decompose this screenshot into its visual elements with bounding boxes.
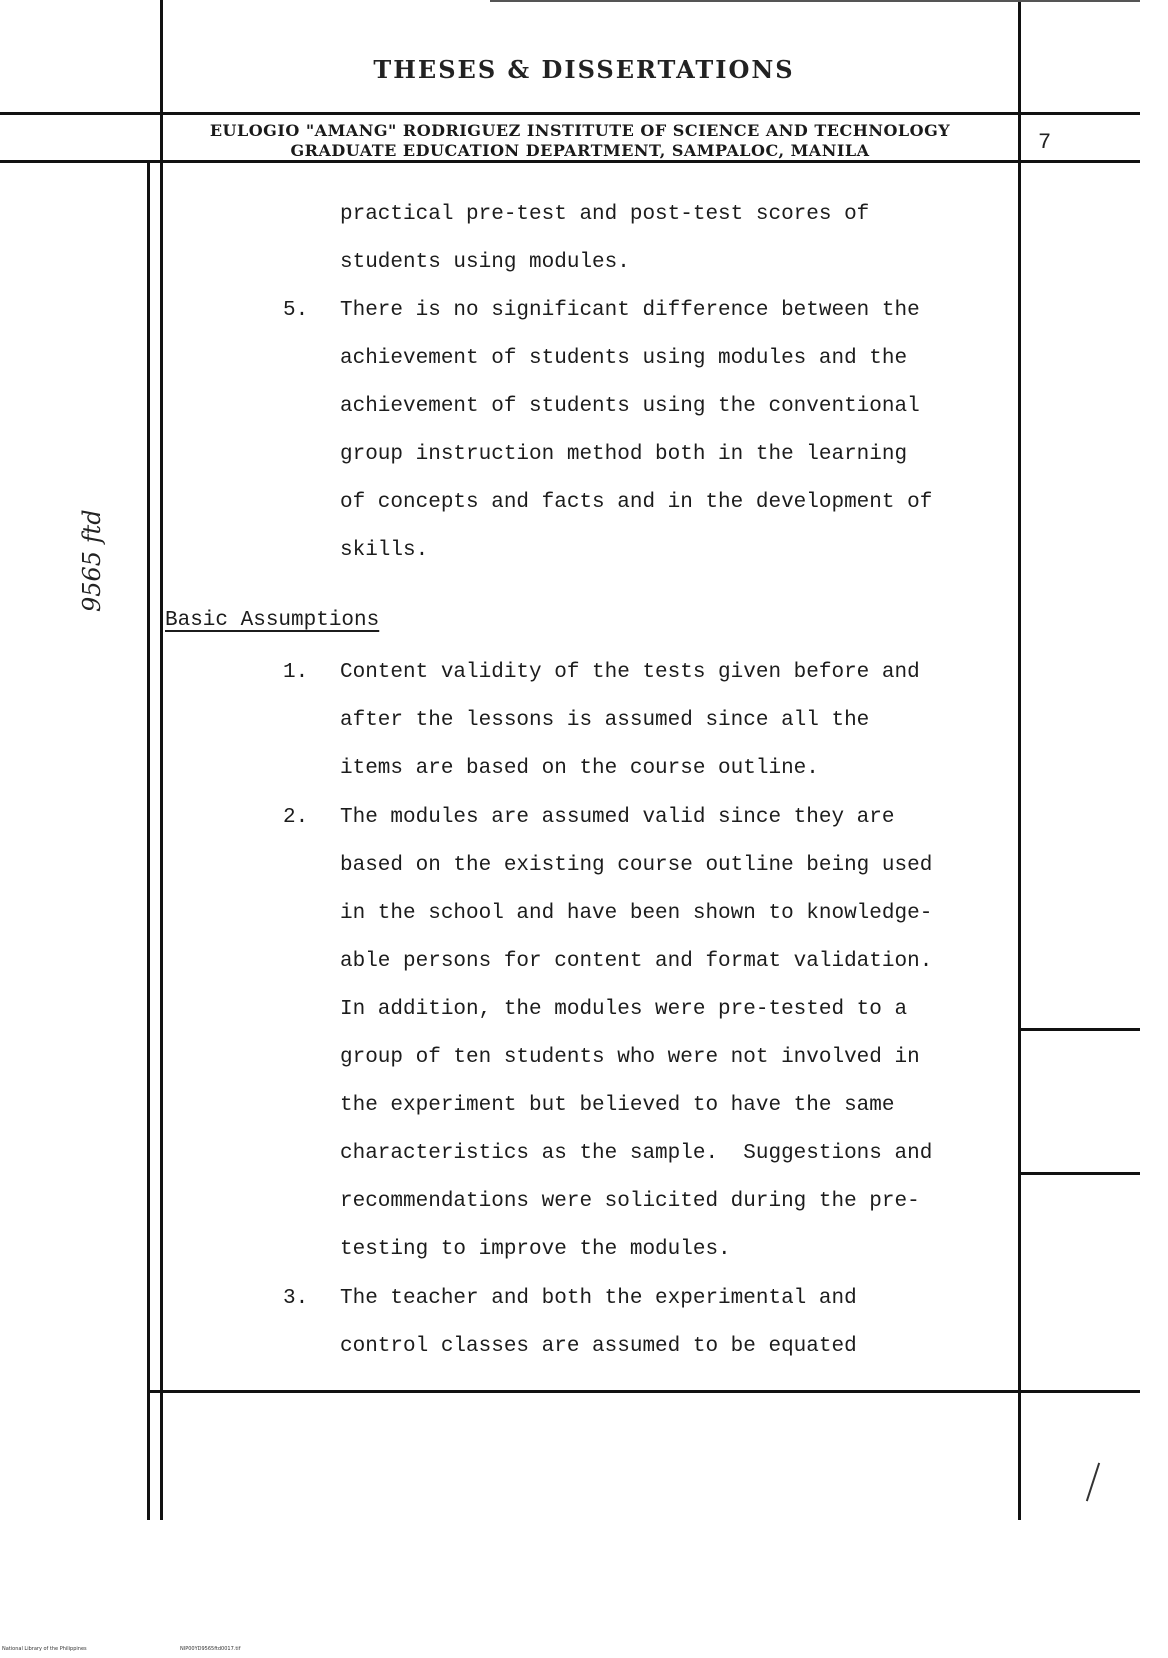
body-line: items are based on the course outline. bbox=[340, 757, 819, 780]
body-line: group of ten students who were not involved in bbox=[340, 1046, 920, 1069]
list-number: 2. bbox=[283, 806, 309, 829]
right-column-rule-a bbox=[1018, 1028, 1140, 1031]
top-scan-edge bbox=[490, 0, 1140, 2]
theses-stamp: THESES & DISSERTATIONS bbox=[373, 55, 795, 84]
institution-name: EULOGIO "AMANG" RODRIGUEZ INSTITUTE OF SCIENCE AND TECHNOLOGY bbox=[209, 121, 951, 140]
scan-filename: NIP00YD9565ftd0017.tif bbox=[180, 1646, 241, 1652]
body-line: In addition, the modules were pre-tested to a bbox=[340, 998, 908, 1021]
body-line: achievement of students using the conventional bbox=[340, 395, 920, 418]
library-credit: National Library of the Philippines bbox=[2, 1646, 87, 1652]
body-line: after the lessons is assumed since all the bbox=[340, 709, 870, 732]
institution-header bbox=[150, 121, 1010, 161]
body-line: recommendations were solicited during the pre- bbox=[340, 1190, 920, 1213]
page-number: 7 bbox=[1038, 130, 1052, 155]
body-line: testing to improve the modules. bbox=[340, 1238, 731, 1261]
list-number: 3. bbox=[283, 1287, 309, 1310]
body-line: based on the existing course outline being used bbox=[340, 854, 933, 877]
body-line: The modules are assumed valid since they are bbox=[340, 806, 895, 829]
body-line: achievement of students using modules and the bbox=[340, 347, 908, 370]
body-line: characteristics as the sample. Suggestions and bbox=[340, 1142, 933, 1165]
right-column-rule-b bbox=[1018, 1172, 1140, 1175]
footer-rule bbox=[150, 1390, 1140, 1393]
body-line: practical pre-test and post-test scores of bbox=[340, 203, 870, 226]
body-line: able persons for content and format validation. bbox=[340, 950, 933, 973]
right-margin-rule bbox=[1018, 0, 1021, 1520]
left-margin-rule bbox=[160, 0, 163, 1520]
left-margin-rule-secondary bbox=[147, 160, 150, 1520]
list-number: 5. bbox=[283, 299, 309, 322]
body-line: control classes are assumed to be equated bbox=[340, 1335, 857, 1358]
body-line: group instruction method both in the learning bbox=[340, 443, 908, 466]
body-line: Content validity of the tests given before and bbox=[340, 661, 920, 684]
body-line: the experiment but believed to have the same bbox=[340, 1094, 895, 1117]
body-line: students using modules. bbox=[340, 251, 630, 274]
pencil-check-mark bbox=[1086, 1463, 1100, 1502]
body-line: The teacher and both the experimental and bbox=[340, 1287, 857, 1310]
section-heading: Basic Assumptions bbox=[165, 609, 380, 632]
body-line: in the school and have been shown to knowledge- bbox=[340, 902, 933, 925]
header-top-rule bbox=[0, 112, 1140, 115]
body-line: of concepts and facts and in the development of bbox=[340, 491, 933, 514]
list-number: 1. bbox=[283, 661, 309, 684]
department-name: GRADUATE EDUCATION DEPARTMENT, SAMPALOC, MANILA bbox=[290, 141, 870, 160]
body-line: There is no significant difference between the bbox=[340, 299, 920, 322]
handwritten-margin-note: 9565 ftd bbox=[78, 509, 106, 612]
body-line: skills. bbox=[340, 539, 429, 562]
